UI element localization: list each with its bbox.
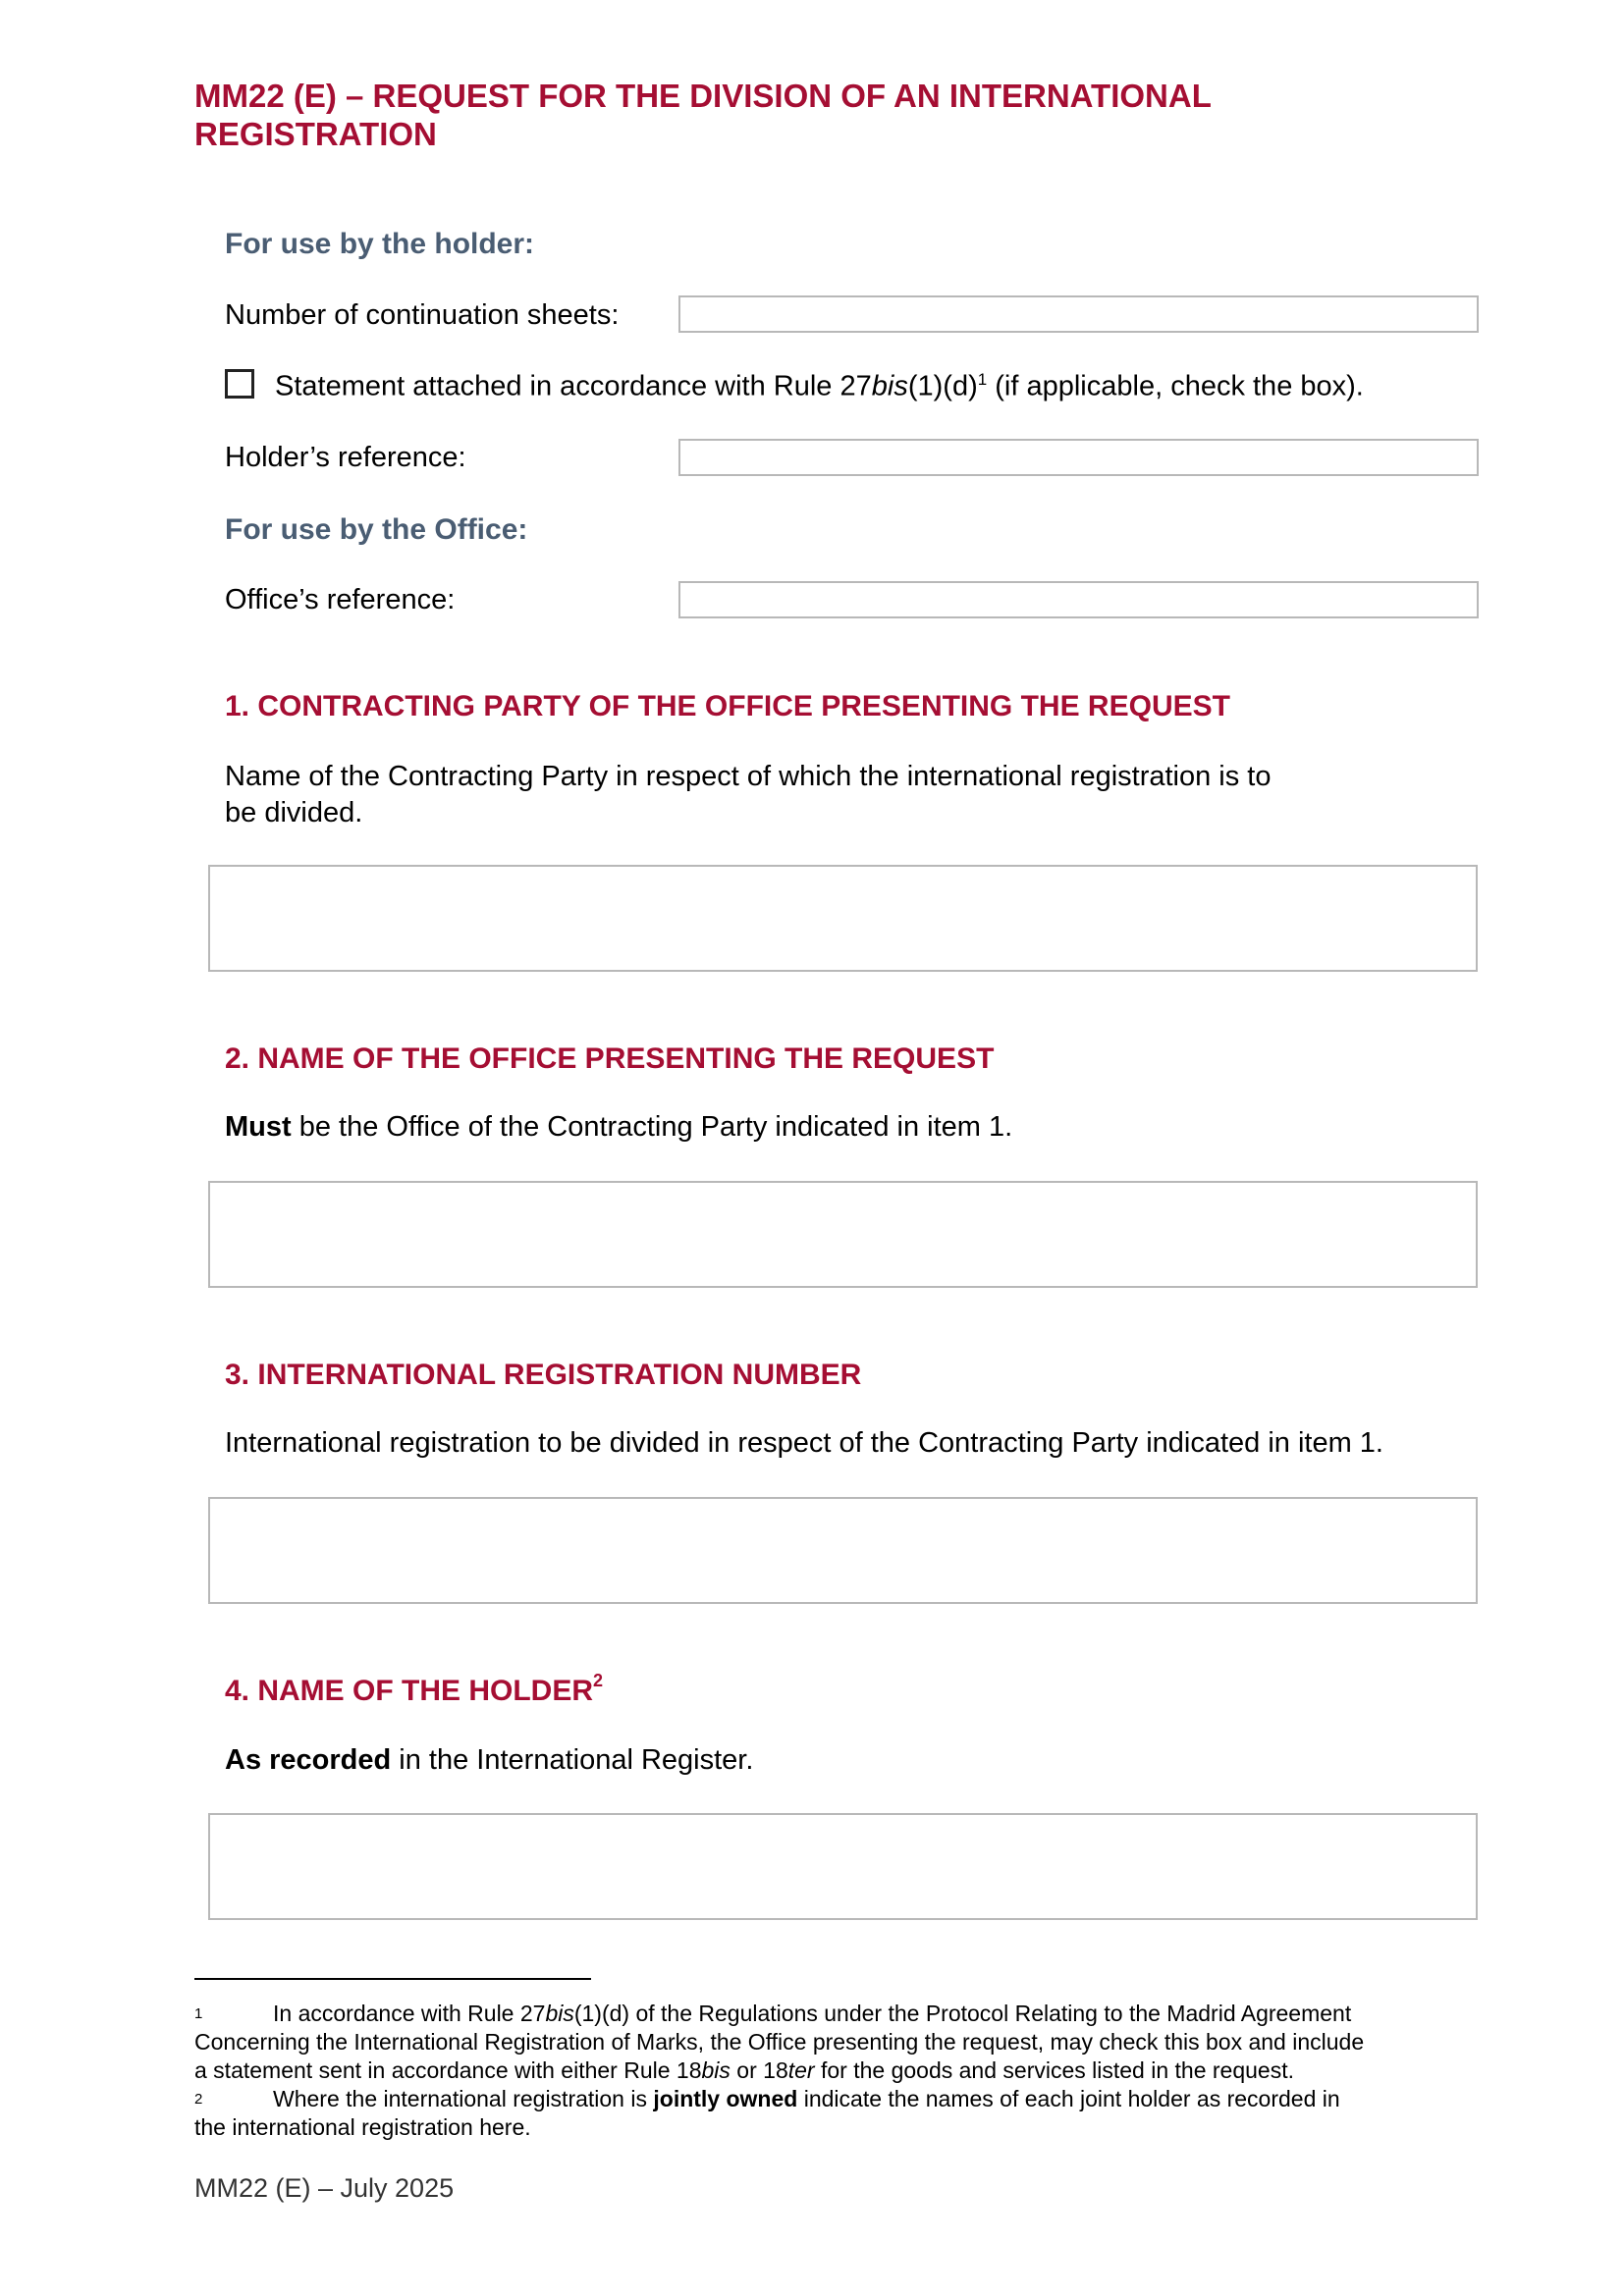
registration-number-input[interactable] (208, 1497, 1478, 1604)
office-name-input[interactable] (208, 1181, 1478, 1288)
section-4-description (225, 1742, 1452, 1779)
section-2-description (225, 1109, 1452, 1146)
footnote-1-number: 1 (194, 2005, 203, 2022)
office-reference-value (680, 585, 688, 614)
footnote-separator (194, 1978, 591, 1980)
footnote-1-text-d: a statement sent in accordance with either Rule 18 (194, 2057, 702, 2083)
continuation-sheets-input[interactable] (678, 295, 1479, 333)
statement-text-b: (1)(d) (907, 370, 978, 402)
registration-number-value (210, 1499, 1476, 1519)
statement-text-bis: bis (871, 370, 908, 402)
footnote-2-text-b: indicate the names of each joint holder as recorded in (797, 2086, 1340, 2111)
holder-reference-label: Holder’s reference: (225, 442, 466, 473)
section-1-heading: 1. CONTRACTING PARTY OF THE OFFICE PRESENTING THE REQUEST (225, 690, 1230, 722)
section-1-description (225, 759, 1452, 831)
office-name-value (210, 1183, 1476, 1202)
continuation-sheets-value (680, 299, 688, 329)
footnote-1-text-bis: bis (545, 2001, 574, 2026)
office-reference-input[interactable] (678, 581, 1479, 618)
statement-text-a: Statement attached in accordance with Rule 27 (275, 370, 872, 402)
office-use-heading: For use by the Office: (225, 513, 528, 546)
form-title: MM22 (E) – REQUEST FOR THE DIVISION OF AN INTERNATIONAL REGISTRATION (194, 78, 1212, 152)
statement-label (275, 370, 1364, 403)
footnote-1-text-ter: ter (787, 2057, 815, 2083)
footnote-2-number: 2 (194, 2091, 203, 2108)
holder-name-input[interactable] (208, 1813, 1478, 1920)
footnote-ref-1: 1 (977, 370, 988, 389)
footnote-2 (194, 2085, 1490, 2142)
section-4-desc-bold: As recorded (225, 1744, 392, 1776)
section-3-heading: 3. INTERNATIONAL REGISTRATION NUMBER (225, 1359, 862, 1391)
section-4-heading-text: 4. NAME OF THE HOLDER (225, 1675, 594, 1707)
section-1-desc-line1: Name of the Contracting Party in respect of which the international registration is to (225, 761, 1272, 792)
section-2-heading: 2. NAME OF THE OFFICE PRESENTING THE REQUEST (225, 1042, 995, 1075)
contracting-party-value (210, 867, 1476, 886)
footnote-2-text-a: Where the international registration is (273, 2086, 654, 2111)
continuation-sheets-label: Number of continuation sheets: (225, 299, 620, 331)
holder-name-value (210, 1815, 1476, 1835)
footnote-1-line2: Concerning the International Registration of Marks, the Office presenting the request, may check this box and include (194, 2029, 1365, 2055)
section-4-heading (225, 1671, 604, 1708)
footnote-1-text-f: or 18 (730, 2057, 788, 2083)
footnote-1-text-a: In accordance with Rule 27 (273, 2001, 546, 2026)
section-1-desc-line2: be divided. (225, 797, 363, 828)
holder-reference-value (680, 443, 688, 472)
section-4-desc-rest: in the International Register. (391, 1744, 754, 1776)
office-reference-label: Office’s reference: (225, 584, 456, 615)
footnote-2-line2: the international registration here. (194, 2114, 531, 2140)
footnote-1-text-c: (1)(d) of the Regulations under the Protocol Relating to the Madrid Agreement (573, 2001, 1352, 2026)
holder-reference-input[interactable] (678, 439, 1479, 476)
footnote-1-text-bis2: bis (701, 2057, 731, 2083)
statement-text-c: (if applicable, check the box). (987, 370, 1364, 402)
holder-use-heading: For use by the holder: (225, 228, 535, 260)
page-footer: MM22 (E) – July 2025 (194, 2173, 455, 2203)
footnote-1 (194, 2000, 1490, 2085)
section-2-desc-rest: be the Office of the Contracting Party indicated in item 1. (291, 1111, 1013, 1143)
footnote-ref-2: 2 (593, 1671, 604, 1690)
footnote-1-text-h: for the goods and services listed in the request. (814, 2057, 1294, 2083)
contracting-party-input[interactable] (208, 865, 1478, 972)
section-2-desc-bold: Must (225, 1111, 292, 1143)
statement-checkbox[interactable] (225, 369, 254, 399)
section-3-description: International registration to be divided in respect of the Contracting Party indicated in item 1. (225, 1427, 1383, 1459)
footnote-2-text-bold: jointly owned (653, 2086, 798, 2111)
